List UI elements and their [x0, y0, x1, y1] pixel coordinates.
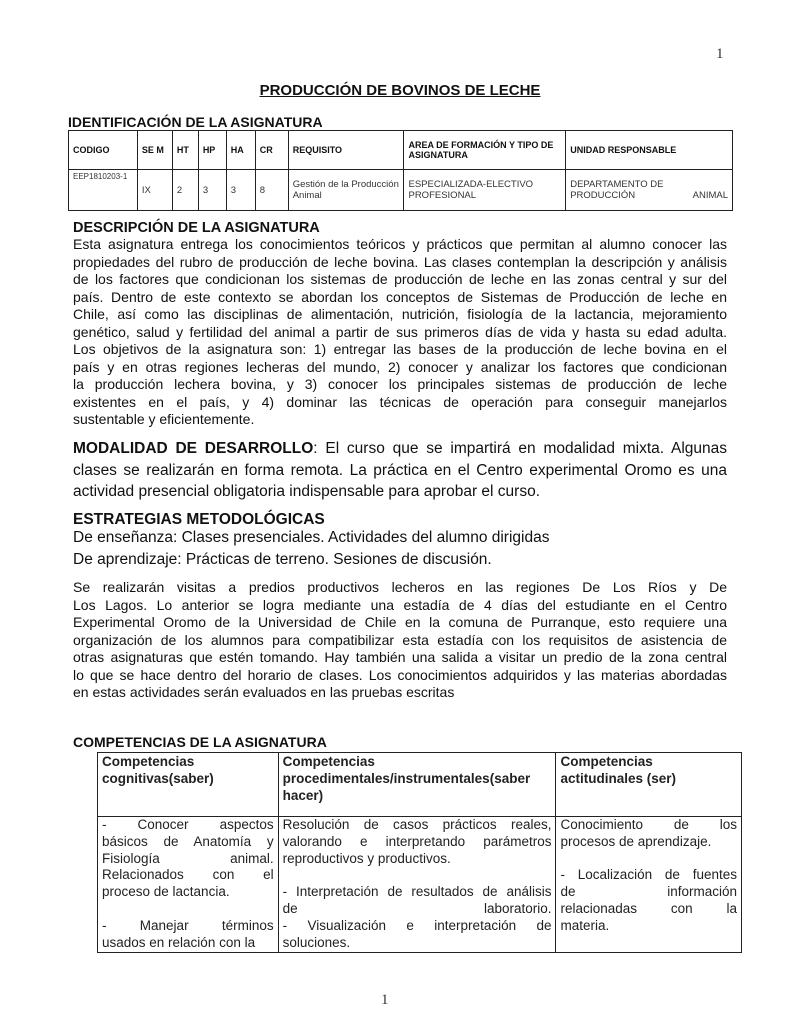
table-row [98, 817, 742, 953]
table-cell: IX [137, 170, 172, 211]
table-header-cell [98, 753, 279, 817]
descripcion-text [73, 236, 727, 429]
text-line: De enseñanza: Clases presenciales. Actividades del alumno dirigidas [73, 529, 550, 546]
blank-line [283, 867, 552, 884]
modalidad-lines [73, 460, 727, 503]
header-line: Competencias [102, 754, 195, 769]
estrategias-lines [73, 527, 727, 570]
blank-line [102, 901, 274, 918]
text-line: lo que se hace dentro del horario de clases. Los conocimientos adquiridos y las materias abordadas [73, 666, 727, 683]
table-cell [278, 817, 556, 953]
table-cell: EEP1810203-1 [69, 170, 138, 211]
table-header-cell [556, 753, 742, 817]
table-header-cell: UNIDAD RESPONSABLE [566, 131, 733, 170]
cell-line: valorando e interpretando parámetros [282, 833, 552, 849]
text-line: Esta asignatura entrega los conocimientos teóricos y prácticos que permitan al alumno conocer las [73, 236, 727, 252]
cell-line: - Conocer aspectos [102, 817, 274, 832]
competencias-heading: COMPETENCIAS DE LA ASIGNATURA [73, 734, 327, 750]
table-cell: ESPECIALIZADA-ELECTIVO PROFESIONAL [404, 170, 566, 211]
text-line: Se realizarán visitas a predios productivos lecheros en las regiones De Los Ríos y De [73, 579, 727, 595]
text-line: Los Lagos. Lo anterior se logra mediante una estadía de 4 días del estudiante en el Centro [73, 596, 727, 613]
table-cell [98, 817, 279, 953]
text-line: genético, salud y fertilidad del animal a partir de sus primeros días de vida y hasta su edad adulta. [73, 323, 727, 340]
cell-line: Fisiología animal. [102, 850, 274, 866]
table-header-row [98, 753, 742, 817]
table-cell: 3 [226, 170, 255, 211]
table-cell: 8 [255, 170, 288, 211]
page-number-bottom: 1 [381, 992, 389, 1008]
table-header-cell: CODIGO [69, 131, 138, 170]
text-line: Chile, así como las disciplinas de alimentación, nutrición, fisiología de la lactancia, mejoramiento [73, 306, 727, 322]
table-header-cell: AREA DE FORMACIÓN Y TIPO DE ASIGNATURA [404, 131, 566, 170]
cell-line: básicos de Anatomía y [102, 833, 274, 849]
modalidad-first-line [73, 438, 727, 460]
cell-line: - Manejar términos [102, 917, 274, 933]
estrategias-paragraph [73, 579, 727, 702]
cell-line: proceso de lactancia. [102, 884, 230, 900]
competencias-table [97, 752, 742, 953]
cell-line: relacionadas con la [560, 900, 737, 916]
cell-line: - Visualización e interpretación de [282, 917, 552, 933]
document-title: PRODUCCIÓN DE BOVINOS DE LECHE [259, 82, 541, 99]
cell-line: soluciones. [282, 934, 351, 950]
table-cell: 3 [198, 170, 226, 211]
modalidad-text: : El curso que se impartirá en modalidad mixta. Algunas [313, 440, 727, 457]
cell-line: - Interpretación de resultados de análisis [282, 884, 552, 900]
cell-line: reproductivos y productivos. [282, 850, 451, 866]
text-line: otras asignaturas que estén tomando. Hay también una salida a visitar un predio de la zona central [73, 649, 727, 665]
cell-line: usados en relación con la [102, 934, 256, 950]
text-line: existentes en el país, y 4) dominar las técnicas de operación para conseguir manejarlos [73, 393, 727, 410]
table-header-cell [278, 753, 556, 817]
text-line: país y en otras regiones lecheras del mundo, 2) conocer y analizar los factores que condicionan [73, 358, 727, 375]
table-cell: 2 [172, 170, 198, 211]
cell-line: de laboratorio. [282, 900, 552, 916]
table-header-cell: REQUISITO [288, 131, 404, 170]
identificacion-heading: IDENTIFICACIÓN DE LA ASIGNATURA [68, 114, 323, 130]
descripcion-heading: DESCRIPCIÓN DE LA ASIGNATURA [73, 220, 320, 236]
blank-line [560, 851, 737, 868]
text-line: actividad presencial obligatoria indispensable para aprobar el curso. [73, 483, 541, 500]
table-header-cell: HT [172, 131, 198, 170]
header-line: actitudinales (ser) [560, 771, 677, 786]
text-line: de los factores que condicionan los sistemas de producción de leche en las zonas central y sur del [73, 271, 727, 287]
text-line: sustentable y eficientemente. [73, 411, 255, 427]
table-cell: Gestión de la Producción Animal [288, 170, 404, 211]
table-header-cell: HA [226, 131, 255, 170]
table-cell [556, 817, 742, 953]
identificacion-table [68, 130, 733, 211]
cell-line: - Localización de fuentes [560, 867, 737, 883]
table-header-cell: CR [255, 131, 288, 170]
table-row [69, 170, 733, 211]
page-number-top: 1 [716, 46, 724, 62]
text-line: organización de los alumnos para compatibilizar esta estadía con los requisitos de asistencia de [73, 631, 727, 648]
header-line: procedimentales/instrumentales(saber [282, 771, 531, 786]
text-line: la producción lechera bovina, y 3) conocer los principales sistemas de producción de leche [73, 376, 727, 392]
cell-line: Conocimiento de los [560, 817, 737, 832]
cell-line: materia. [560, 917, 610, 933]
text-line: Los objetivos de la asignatura son: 1) entregar las bases de la producción de leche bovina en el [73, 341, 727, 357]
header-line: cognitivas(saber) [102, 771, 214, 786]
cell-line: Relacionados con el [102, 867, 274, 883]
estrategias-heading: ESTRATEGIAS METODOLÓGICAS [73, 511, 325, 528]
table-header-cell: HP [198, 131, 226, 170]
cell-line: Resolución de casos prácticos reales, [282, 817, 552, 832]
modalidad-section [73, 438, 727, 503]
text-line: Experimental Oromo de la Universidad de Chile en la comuna de Purranque, esto requiere una [73, 614, 727, 630]
header-line: hacer) [282, 788, 324, 803]
modalidad-heading: MODALIDAD DE DESARROLLO [73, 440, 314, 457]
text-line: De aprendizaje: Prácticas de terreno. Sesiones de discusión. [73, 550, 492, 568]
text-line: clases se realizarán en forma remota. La práctica en el Centro experimental Oromo es una [73, 461, 727, 479]
text-line: en estas actividades serán evaluados en las pruebas escritas [73, 684, 455, 700]
header-line: Competencias [282, 754, 375, 769]
cell-line: de información [560, 884, 737, 900]
table-cell: DEPARTAMENTO DE PRODUCCIÓN ANIMAL [566, 170, 733, 211]
text-line: país. Dentro de este contexto se abordan los conceptos de Sistemas de Producción de leche en [73, 288, 727, 305]
text-line: propiedades del rubro de producción de leche bovina. Las clases contemplan la descripción y análisis [73, 253, 727, 270]
cell-line: procesos de aprendizaje. [560, 833, 712, 849]
table-header-row [69, 131, 733, 170]
header-line: Competencias [560, 754, 653, 769]
table-header-cell: SE M [137, 131, 172, 170]
